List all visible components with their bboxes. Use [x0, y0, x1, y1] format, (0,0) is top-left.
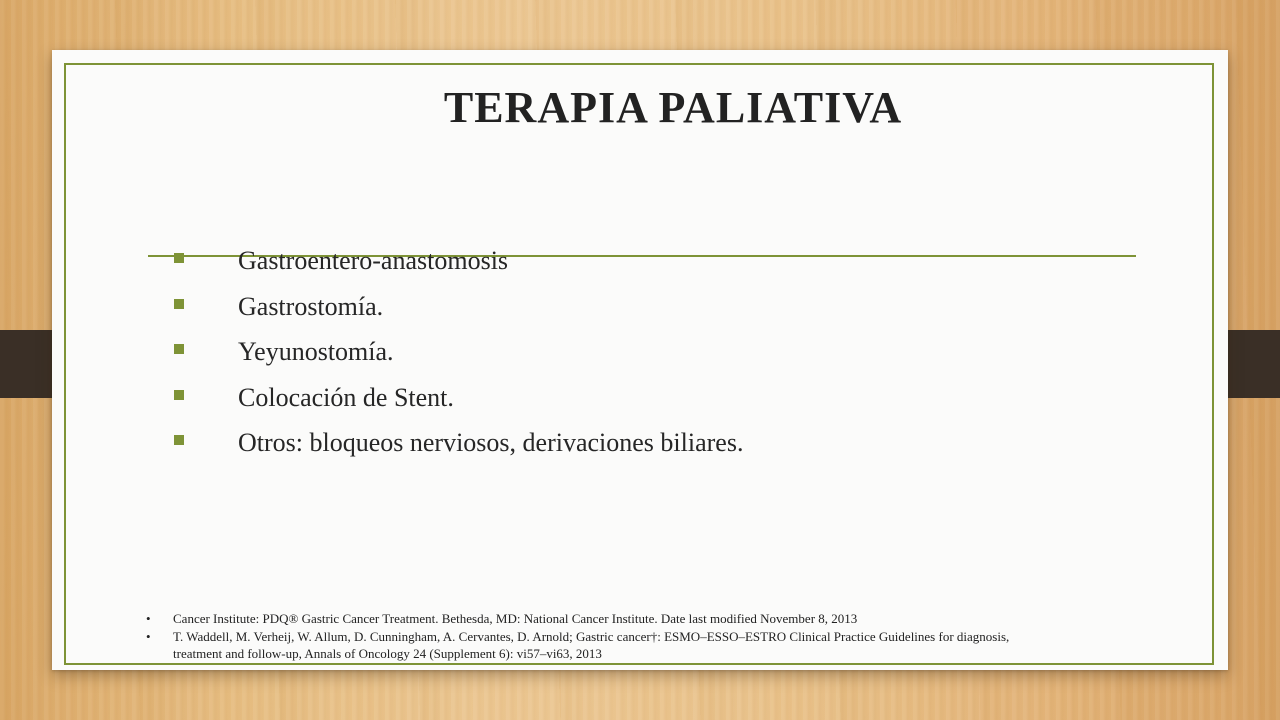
square-bullet-icon [174, 253, 184, 263]
reference-item: • Cancer Institute: PDQ® Gastric Cancer Treatment. Bethesda, MD: National Cancer Institute. Date last modified November 8, 2013 [146, 610, 1046, 628]
bullet-text: Gastroentero-anastomosis [238, 246, 509, 275]
bullet-text: Colocación de Stent. [238, 382, 454, 412]
references-list [146, 610, 1046, 663]
bullet-item [174, 337, 743, 383]
bullet-list [174, 246, 743, 474]
bullet-item [174, 383, 743, 429]
square-bullet-icon [174, 435, 184, 445]
square-bullet-icon [174, 390, 184, 400]
bullet-item [174, 246, 743, 292]
bullet-text: Yeyunostomía. [238, 337, 394, 366]
reference-item: • T. Waddell, M. Verheij, W. Allum, D. Cunningham, A. Cervantes, D. Arnold; Gastric cancer†: ESMO–ESSO–ESTRO Clinical Practice Guidelines for diagnosis, treatment and follow-up, Annals of Oncology 24 (Supplement 6): vi57–vi63, 2013 [146, 628, 1046, 663]
square-bullet-icon [174, 344, 184, 354]
square-bullet-icon [174, 299, 184, 309]
bullet-item [174, 292, 743, 338]
bullet-text: Gastrostomía. [238, 291, 384, 321]
slide-title: TERAPIA PALIATIVA [443, 83, 903, 132]
bullet-text: Otros: bloqueos nerviosos, derivaciones biliares. [238, 428, 744, 457]
bullet-item [174, 428, 743, 474]
